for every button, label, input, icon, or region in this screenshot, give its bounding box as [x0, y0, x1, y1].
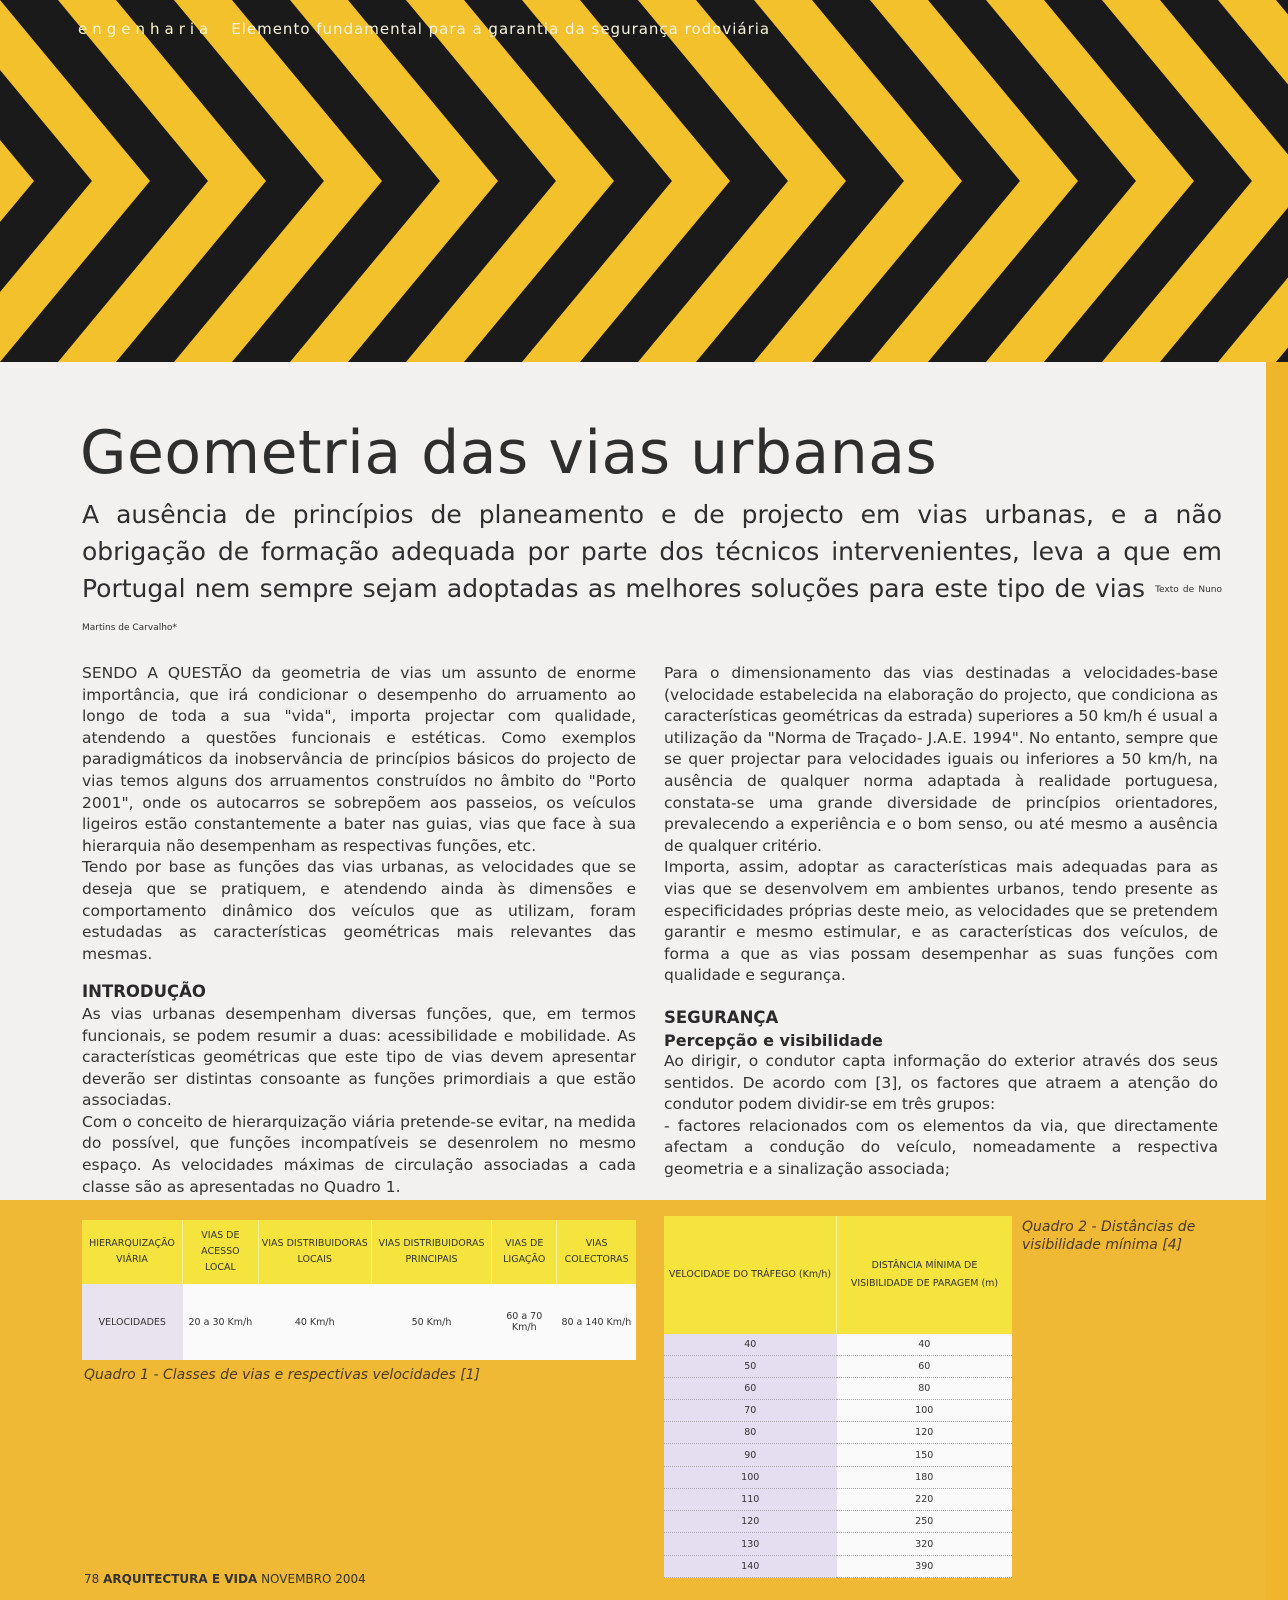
paragraph: - factores relacionados com os elementos da via, que directamente afectam a condução do veículo, nomeadamente a respectiva geometria e a sinalização associada;	[664, 1116, 1218, 1179]
table-header: VIAS DE LIGAÇÃO	[492, 1220, 557, 1284]
quadro-2-body	[664, 1334, 1012, 1578]
speed-cell: 80	[664, 1422, 837, 1444]
speed-cell: 100	[664, 1466, 837, 1488]
table-header: VIAS DISTRIBUIDORAS PRINCIPAIS	[371, 1220, 492, 1284]
table-cell: 50 Km/h	[411, 1316, 452, 1328]
table-row	[664, 1355, 1012, 1377]
paragraph: Importa, assim, adoptar as características mais adequadas para as vias que se desenvolvem em ambientes urbanos, tendo presente as especificidades próprias deste meio, as velocidades que se pretendem garantir e mesmo estimular, e as características dos veículos, de forma a que as vias possam desempenhar as suas funções com qualidade e segurança.	[664, 858, 1218, 985]
issue-date: NOVEMBRO 2004	[261, 1572, 366, 1586]
speed-cell: 60	[664, 1377, 837, 1399]
distance-cell: 40	[837, 1334, 1013, 1355]
heading-seguranca: SEGURANÇA	[664, 1007, 779, 1027]
speed-cell: 40	[664, 1334, 837, 1355]
distance-cell: 180	[837, 1466, 1013, 1488]
lead-text: A ausência de princípios de planeamento e de projecto em vias urbanas, e a não obrigação de formação adequada por parte dos técnicos intervenientes, leva a que em Portugal nem sempre sejam adoptadas as melhores soluções para este tipo de vias	[82, 500, 1222, 603]
heading-introducao: INTRODUÇÃO	[82, 982, 206, 1002]
chevron-stripe	[1276, 0, 1288, 362]
table-row	[664, 1399, 1012, 1421]
section-label: engenharia	[78, 20, 214, 38]
paragraph: Tendo por base as funções das vias urbanas, as velocidades que se deseja que se pratiquem, e atendendo ainda às dimensões e comportamento dinâmico dos veículos que as utilizam, foram estudadas as características geométricas mais relevantes das mesmas.	[82, 858, 636, 963]
speed-cell: 70	[664, 1399, 837, 1421]
table-header: VIAS DISTRIBUIDORAS LOCAIS	[258, 1220, 371, 1284]
distance-cell: 390	[837, 1555, 1013, 1577]
quadro-1-caption: Quadro 1 - Classes de vias e respectivas velocidades [1]	[84, 1367, 481, 1383]
section-subtitle: Elemento fundamental para a garantia da segurança rodoviária	[231, 20, 771, 38]
distance-cell: 100	[837, 1399, 1013, 1421]
chevron-banner	[0, 0, 1288, 362]
table-header: VIAS COLECTORAS	[557, 1220, 636, 1284]
paragraph: Com o conceito de hierarquização viária pretende-se evitar, na medida do possível, que funções incompatíveis se desenrolem no mesmo espaço. As velocidades máximas de circulação associadas a cada classe são as apresentadas no Quadro 1.	[82, 1112, 636, 1196]
right-column	[664, 663, 1218, 1181]
speed-cell: 50	[664, 1355, 837, 1377]
quadro-1-table	[82, 1220, 636, 1360]
table-row-label: VELOCIDADES	[82, 1284, 183, 1360]
subheading-percepcao: Percepção e visibilidade	[664, 1030, 883, 1050]
distance-cell: 320	[837, 1533, 1013, 1555]
paragraph: As vias urbanas desempenham diversas funções, que, em termos funcionais, se podem resumir a duas: acessibilidade e mobilidade. As características geométricas que este tipo de vias devem apresentar deverão ser distintas consoante as funções primordiais a que estão associadas.	[82, 1004, 636, 1110]
table-row	[664, 1334, 1012, 1355]
table-cell: 40 Km/h	[294, 1316, 335, 1328]
article-lead	[82, 496, 1222, 647]
table-cell: 80 a 140 Km/h	[561, 1316, 632, 1328]
left-column	[82, 663, 636, 1198]
table-row	[664, 1377, 1012, 1399]
table-row	[664, 1555, 1012, 1577]
article-title: Geometria das vias urbanas	[80, 418, 938, 488]
distance-cell: 80	[837, 1377, 1013, 1399]
table-header: DISTÂNCIA MÍNIMA DE VISIBILIDADE DE PARAGEM (m)	[837, 1216, 1013, 1334]
paragraph: Para o dimensionamento das vias destinadas a velocidades-base (velocidade estabelecida na elaboração do projecto, que condiciona as características geométricas da estrada) superiores a 50 km/h é usual a utilização da "Norma de Traçado- J.A.E. 1994". No entanto, sempre que se quer projectar para velocidades iguais ou inferiores a 50 km/h, na ausência de qualquer norma adaptada à realidade portuguesa, constata-se uma grande diversidade de princípios orientadores, prevalecendo a experiência e o bom senso, ou até mesmo a ausência de qualquer critério.	[664, 664, 1218, 855]
table-header: VELOCIDADE DO TRÁFEGO (Km/h)	[664, 1216, 837, 1334]
table-header: HIERARQUIZAÇÃO VIÁRIA	[82, 1220, 183, 1284]
table-row	[664, 1466, 1012, 1488]
distance-cell: 150	[837, 1444, 1013, 1466]
table-row	[664, 1422, 1012, 1444]
magazine-name: ARQUITECTURA E VIDA	[103, 1572, 258, 1586]
byline: Texto de Nuno Martins de Carvalho*	[82, 584, 1222, 633]
speed-cell: 120	[664, 1511, 837, 1533]
table-cell: 20 a 30 Km/h	[188, 1316, 253, 1328]
table-row	[664, 1533, 1012, 1555]
table-row	[664, 1444, 1012, 1466]
speed-cell: 130	[664, 1533, 837, 1555]
table-row	[664, 1511, 1012, 1533]
quadro-2-table	[664, 1216, 1012, 1578]
distance-cell: 120	[837, 1422, 1013, 1444]
quadro-2-caption: Quadro 2 - Distâncias de visibilidade mínima [4]	[1022, 1219, 1196, 1253]
chevron-stripes	[0, 0, 1288, 362]
distance-cell: 220	[837, 1488, 1013, 1510]
distance-cell: 60	[837, 1355, 1013, 1377]
page-footer	[84, 1572, 366, 1586]
section-header	[78, 20, 770, 38]
paragraph: SENDO A QUESTÃO da geometria de vias um assunto de enorme importância, que irá condicionar o desempenho do arruamento ao longo de toda a sua "vida", importa projectar com qualidade, atendendo a questões funcionais e estéticas. Como exemplos paradigmáticos da inobservância de princípios básicos do projecto de vias temos alguns dos arruamentos construídos no âmbito do "Porto 2001", onde os autocarros se sobrepõem aos passeios, os veículos ligeiros estão constantemente a bater nas guias, vias que face à sua hierarquia não desempenham as respectivas funções, etc.	[82, 664, 636, 855]
speed-cell: 90	[664, 1444, 837, 1466]
table-cell: 60 a 70 Km/h	[506, 1311, 543, 1333]
distance-cell: 250	[837, 1511, 1013, 1533]
paragraph: Ao dirigir, o condutor capta informação do exterior através dos seus sentidos. De acordo com [3], os factores que atraem a atenção do condutor podem dividir-se em três grupos:	[664, 1052, 1218, 1114]
speed-cell: 110	[664, 1488, 837, 1510]
table-header: VIAS DE ACESSO LOCAL	[183, 1220, 259, 1284]
page-number: 78	[84, 1572, 100, 1586]
speed-cell: 140	[664, 1555, 837, 1577]
table-row	[664, 1488, 1012, 1510]
side-accent-strip	[1266, 362, 1288, 1600]
